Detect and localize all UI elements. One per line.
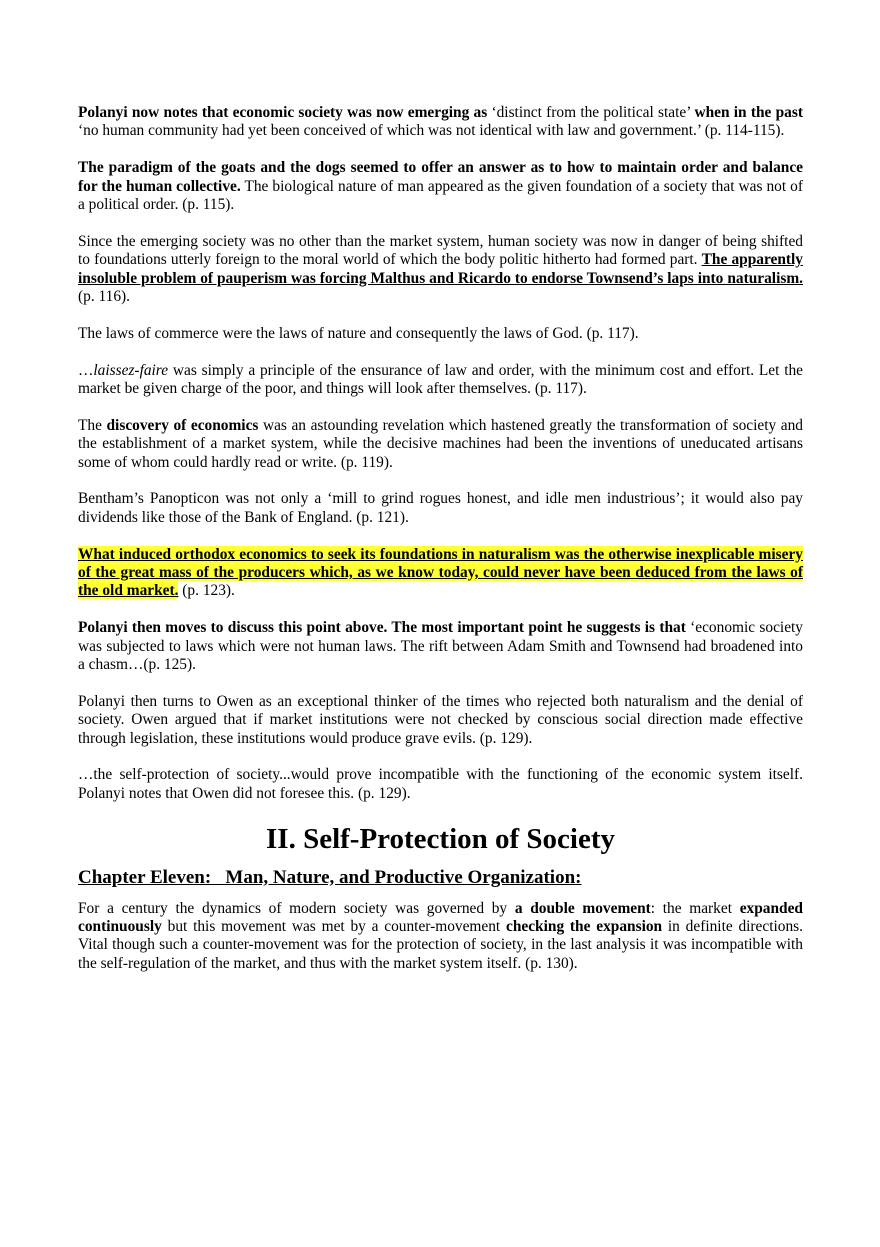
paragraph-laws-not-human: Polanyi then moves to discuss this point above. The most important point he suggests is that ‘economic society was subjected to laws which were not human laws. The rift between Adam Smith and Townsend had broadened into a chasm…(p. 125). bbox=[78, 619, 803, 674]
paragraph-owen: Polanyi then turns to Owen as an exceptional thinker of the times who rejected both naturalism and the denial of society. Owen argued that if market institutions were not checked by conscious social direction made effective through legislation, these institutions would produce grave evils. (p. 129). bbox=[78, 692, 803, 747]
paragraph-market-system: Since the emerging society was no other than the market system, human society was now in danger of being shifted to foundations utterly foreign to the moral world of which the body politic hitherto had formed part. The apparently insoluble problem of pauperism was forcing Malthus and Ricardo to endorse Townsend’s laps into naturalism. (p. 116). bbox=[78, 232, 803, 306]
paragraph-panopticon: Bentham’s Panopticon was not only a ‘mill to grind rogues honest, and idle men industrious’; it would also pay dividends like those of the Bank of England. (p. 121). bbox=[78, 490, 803, 526]
highlighted-text: What induced orthodox economics to seek its foundations in naturalism was the otherwise inexplicable misery of the great mass of the producers which, as we know today, could never have been deduced from the laws of the old market. bbox=[78, 545, 803, 600]
paragraph-goats-and-dogs: The paradigm of the goats and the dogs seemed to offer an answer as to how to maintain order and balance for the human collective. The biological nature of man appeared as the given foundation of a society that was not of a political order. (p. 115). bbox=[78, 159, 803, 214]
paragraph-discovery-of-economics: The discovery of economics was an astounding revelation which hastened greatly the transformation of society and the establishment of a market system, while the decisive machines had been the inventions of uneducated artisans some of whom could hardly read or write. (p. 119). bbox=[78, 416, 804, 471]
section-heading: II. Self-Protection of Society bbox=[266, 822, 615, 855]
paragraph-self-protection: …the self-protection of society...would prove incompatible with the functioning of the economic system itself. Polanyi notes that Owen did not foresee this. (p. 129). bbox=[78, 766, 803, 802]
chapter-heading: Chapter Eleven: Man, Nature, and Productive Organization: bbox=[78, 866, 582, 888]
document-body bbox=[78, 104, 803, 992]
paragraph-double-movement: For a century the dynamics of modern society was governed by a double movement: the market expanded continuously but this movement was met by a counter-movement checking the expansion in definite directions. Vital though such a counter-movement was for the protection of society, in the last analysis it was incompatible with the self-regulation of the market, and thus with the market system itself. (p. 130). bbox=[78, 899, 804, 972]
paragraph-laws-of-commerce: The laws of commerce were the laws of nature and consequently the laws of God. (p. 117). bbox=[78, 324, 639, 342]
paragraph-emerging-society: Polanyi now notes that economic society was now emerging as ‘distinct from the political state’ when in the past ‘no human community had yet been conceived of which was not identical with law and government.’ (p. 114-115). bbox=[78, 104, 803, 140]
paragraph-laissez-faire: …laissez-faire was simply a principle of the ensurance of law and order, with the minimum cost and effort. Let the market be given charge of the poor, and things will look after themselves. (p. 117). bbox=[78, 361, 803, 398]
paragraph-highlighted-orthodox-economics: What induced orthodox economics to seek its foundations in naturalism was the otherwise inexplicable misery of the great mass of the producers which, as we know today, could never have been deduced from the laws of the old market. (p. 123). bbox=[78, 545, 803, 600]
